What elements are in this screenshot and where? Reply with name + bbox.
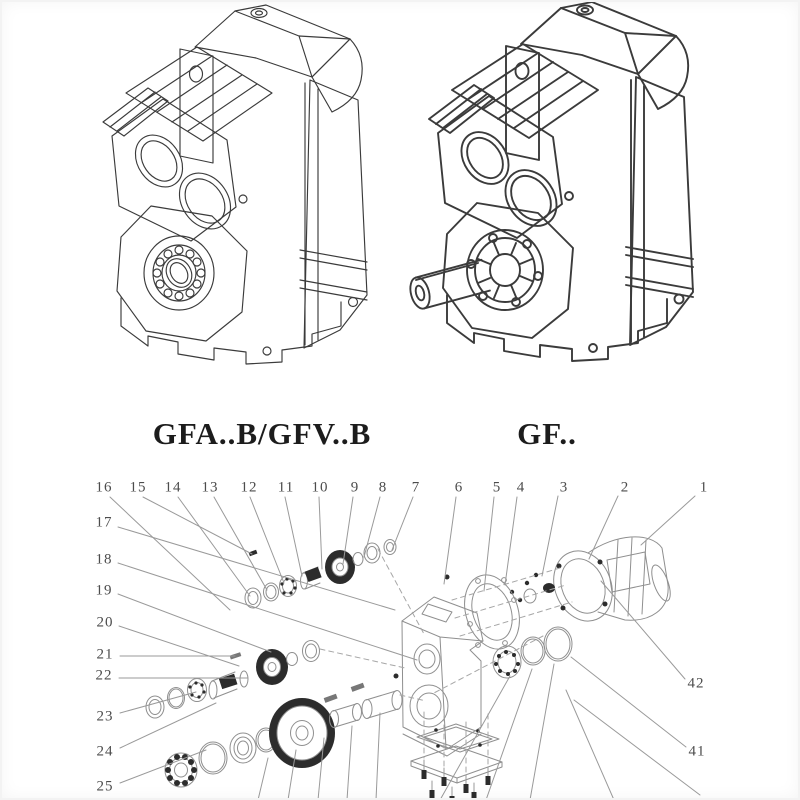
callout-7: 7	[411, 479, 421, 496]
leader-line-20	[119, 626, 239, 666]
callout-3: 3	[559, 479, 569, 496]
callout-18: 18	[95, 551, 113, 568]
callout-20: 20	[96, 614, 114, 631]
leader-line-13	[214, 497, 267, 590]
motor	[510, 537, 674, 630]
output-bearing-and-rings	[493, 627, 572, 678]
callout-1: 1	[699, 479, 709, 496]
callout-2: 2	[620, 479, 630, 496]
leader-line-3	[542, 496, 558, 576]
leader-line-11	[285, 497, 302, 576]
assembly-axis-lines	[320, 549, 572, 772]
leader-line-15	[143, 497, 252, 554]
callout-42: 42	[687, 675, 705, 692]
callout-10: 10	[311, 479, 329, 496]
callout-8: 8	[378, 479, 388, 496]
callout-15: 15	[129, 479, 147, 496]
callout-6: 6	[454, 479, 464, 496]
exploded-view	[110, 496, 700, 800]
input-shaft-assembly	[245, 540, 396, 609]
callout-24: 24	[96, 743, 114, 760]
gearbox-drawing-gfab	[103, 5, 367, 364]
leader-line-14	[178, 497, 250, 596]
callout-4: 4	[516, 479, 526, 496]
callout-9: 9	[350, 479, 360, 496]
callout-14: 14	[164, 479, 182, 496]
leader-line-4	[505, 497, 517, 585]
output-gear-assembly	[165, 683, 402, 787]
callout-11: 11	[277, 479, 295, 496]
leader-line-10	[319, 497, 322, 569]
flange-gasket	[456, 568, 529, 656]
callout-23: 23	[96, 708, 114, 725]
callout-21: 21	[96, 646, 114, 663]
hollow-shaft-bearing-ring	[144, 236, 214, 310]
leader-line-2	[589, 496, 618, 559]
gearbox-drawing-gf	[407, 2, 693, 361]
callout-13: 13	[201, 479, 219, 496]
leader-line-6	[444, 497, 456, 584]
callout-25: 25	[96, 778, 114, 795]
callout-22: 22	[95, 667, 113, 684]
leader-line-8	[364, 497, 380, 557]
callout-5: 5	[492, 479, 502, 496]
callout-19: 19	[95, 582, 113, 599]
leader-line-5	[484, 497, 494, 591]
callout-41: 41	[688, 743, 706, 760]
output-shaft-flange	[407, 230, 543, 311]
model-label-gf: GF..	[517, 416, 577, 451]
leader-line-19	[118, 594, 271, 652]
model-label-gfab: GFA..B/GFV..B	[152, 416, 372, 451]
leader-line-24	[120, 703, 216, 748]
callout-17: 17	[95, 514, 113, 531]
callout-16: 16	[95, 479, 113, 496]
leader-line-41	[571, 657, 686, 747]
leader-line-23	[120, 692, 196, 713]
callout-12: 12	[240, 479, 258, 496]
leader-line-7	[392, 497, 413, 550]
leader-line-1	[641, 496, 695, 545]
